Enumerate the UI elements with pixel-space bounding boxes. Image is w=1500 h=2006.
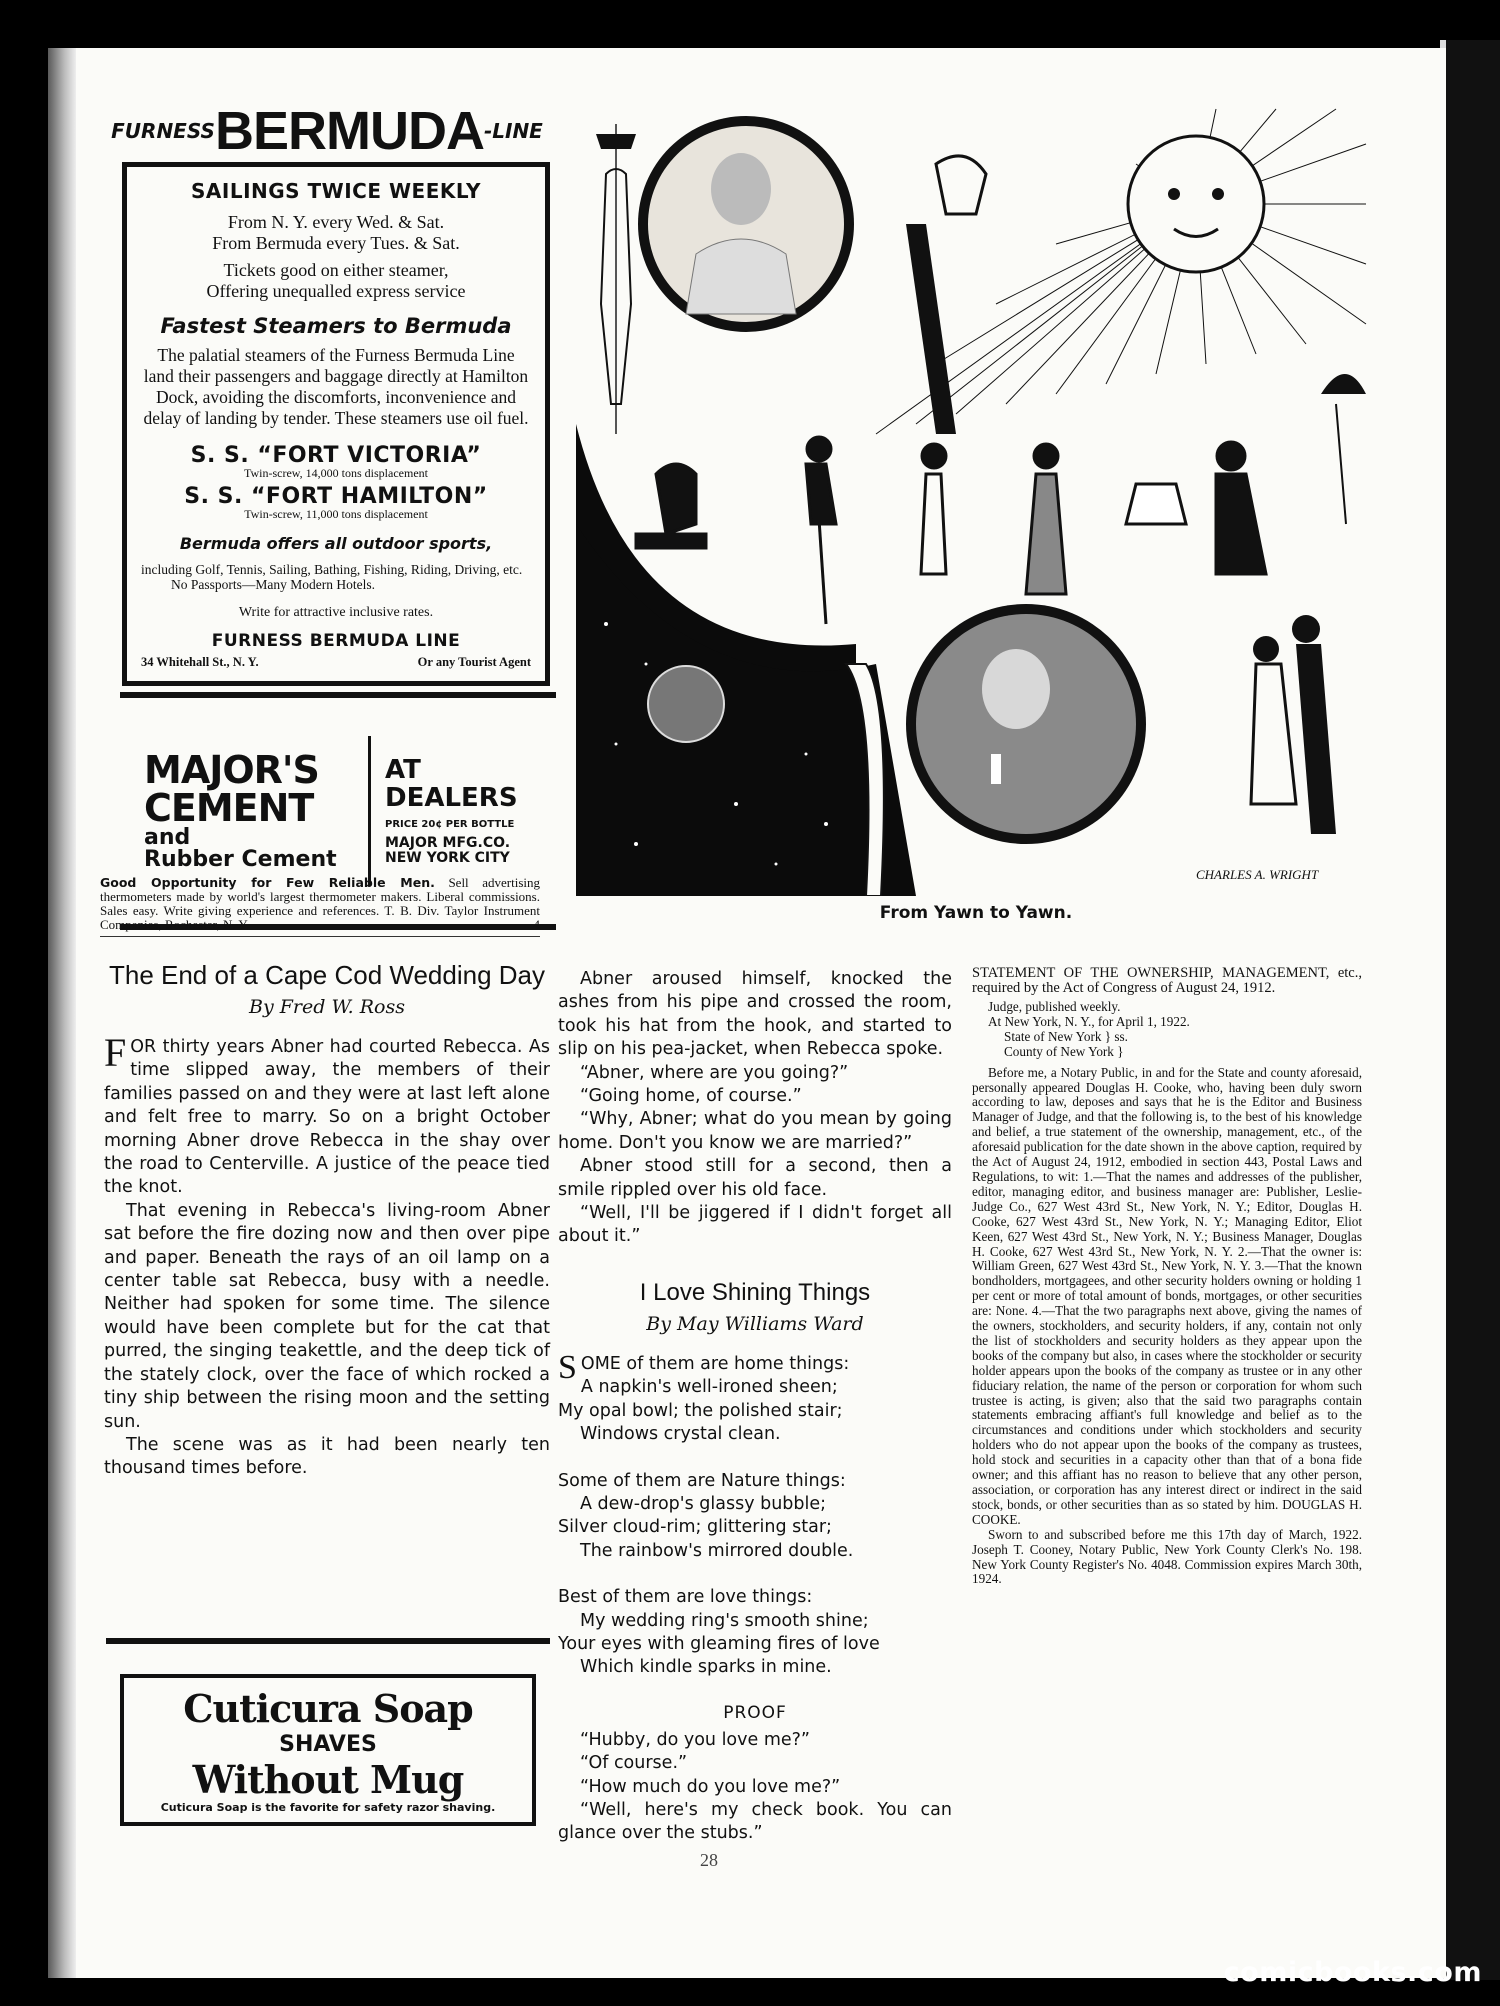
rooster-icon: [936, 156, 986, 214]
poem-stanza: [558, 1586, 952, 1680]
proof-line: “Hubby, do you love me?”: [580, 1729, 810, 1750]
story-paragraph: “Going home, of course.”: [580, 1086, 802, 1107]
bermuda-brand: [104, 100, 550, 162]
poem-line: Some of them are Nature things:: [558, 1470, 846, 1491]
ticket-line: Offering unequalled express service: [206, 281, 466, 301]
bermuda-line-ad: [104, 100, 550, 686]
shower-icon: [596, 134, 636, 149]
statement-line: At New York, N. Y., for April 1, 1922.: [988, 1013, 1190, 1029]
golfer-icon: [921, 474, 946, 574]
poem-byline: By May Williams Ward: [646, 1312, 864, 1335]
candle-icon: [991, 754, 1001, 784]
story-continuation: [558, 968, 952, 1249]
company-address: 34 Whitehall St., N. Y.: [141, 655, 259, 669]
scan-border: [1446, 40, 1500, 1980]
brand-bermuda: BERMUDA: [214, 101, 484, 161]
proof-line: “Of course.”: [580, 1753, 688, 1774]
cuticura-line: Without Mug: [192, 1757, 464, 1802]
drop-cap: S: [558, 1348, 577, 1386]
cuticura-shaves: SHAVES: [279, 1732, 377, 1757]
sports-heading: Bermuda offers all outdoor sports,: [179, 534, 493, 553]
agent-line: Or any Tourist Agent: [417, 655, 531, 669]
cuticura-tagline: Cuticura Soap is the favorite for safety razor shaving.: [160, 1801, 496, 1814]
poem-line: Windows crystal clean.: [580, 1424, 781, 1445]
proof-line: “How much do you love me?”: [580, 1776, 841, 1797]
company-name: FURNESS BERMUDA LINE: [211, 631, 461, 651]
majors-line: MAJOR'S: [144, 748, 319, 792]
story-title: The End of a Cape Cod Wedding Day: [108, 960, 545, 990]
story-paragraph: That evening in Rebecca's living-room Abner sat before the fire dozing now and then over pipe and paper. Beneath the rays of an oil lamp on a center table sat Rebecca, busy with a needle. Neither had spoken for some time. The silence would have been complete but for the cat that purred, the singing teakettle, and the deep tick of the stately clock, over the face of which rocked a tiny ship between the rising moon and the setting sun.: [104, 1200, 550, 1432]
majors-line: Rubber Cement: [144, 847, 337, 872]
yawning-woman-icon: [711, 153, 771, 225]
story-byline: By Fred W. Ross: [249, 996, 405, 1018]
story-paragraph: “Why, Abner; what do you mean by going home. Don't you know we are married?”: [558, 1109, 952, 1153]
sailing-line: From Bermuda every Tues. & Sat.: [212, 233, 460, 253]
poem-line: A napkin's well-ironed sheen;: [580, 1377, 838, 1398]
poem-title: I Love Shining Things: [639, 1278, 871, 1306]
story-body: [104, 1030, 550, 1481]
poem-line: My wedding ring's smooth shine;: [580, 1610, 869, 1631]
story-paragraph: “Abner, where are you going?”: [580, 1062, 849, 1083]
candle-woman-icon: [982, 649, 1050, 729]
artist-signature: CHARLES A. WRIGHT: [1196, 867, 1319, 882]
illustration-caption: From Yawn to Yawn.: [879, 903, 1073, 923]
ticket-line: Tickets good on either steamer,: [223, 260, 449, 280]
story-paragraph: OR thirty years Abner had courted Rebecca. As time slipped away, the members of their families passed on and they were at last left alone and felt free to marry. So on a bright October morning Abner drove Rebecca in the shay over the road to Centerville. A justice of the peace tied the knot.: [104, 1037, 550, 1198]
ship-name: S. S. “FORT HAMILTON”: [184, 484, 488, 509]
ship-name: S. S. “FORT VICTORIA”: [190, 443, 482, 468]
statement-body: Before me, a Notary Public, in and for the State and county aforesaid, personally appeared Douglas H. Cooke, who, having been duly sworn according to law, deposes and says that he is the Editor and Business Manager of Judge, and that the following is, to the best of his knowledge and belief, a true statement of the ownership, management, etc., of the aforesaid publication for the date shown in the above caption, required by the Act of August 24, 1912, embodied in section 443, Postal Laws and Regulations, to wit: 1.—That the names and addresses of the publisher, editor, managing editor, and business manager are: Publisher, Leslie-Judge Co., 627 West 43rd St., New York, N. Y.; Editor, Douglas H. Cooke, 627 West 43rd St., New York, N. Y.; Managing Editor, Eliot Keen, 627 West 43rd St., New York, N. Y.; Business Manager, Douglas H. Cooke, 627 West 43rd St., New York, N. Y. 2.—That the owner is: William Green, 627 West 43rd St., New York, N. Y. 3.—That the known bondholders, mortgagees, and other security holders owning or holding 1 per cent or more of total amount of bonds, mortgages, or other securities are: None. 4.—That the two paragraphs next above, giving the names of the owners, stockholders, and security holders, if any, contain not only the list of stockholders and security holders as they appear upon the books of the company but also, in cases where the stockholder or security holder appears upon the books of the company as trustee or in any other fiduciary relation, the name of the person or corporation for whom such trustee is acting, is given; also that the said two paragraphs contain statements embracing affiant's full knowledge and belief as to the circumstances and conditions under which stockholders and security holders who do not appear upon the books of the company as trustees, hold stock and securities in a capacity other than that of a bona fide owner; and this affiant has no reason to believe that any other person, association, or corporation has any interest direct or indirect in the said stock, bonds, or other securities than as so stated by him. DOUGLAS H. COOKE.: [972, 1064, 1362, 1527]
statement-line: County of New York }: [1004, 1043, 1124, 1059]
majors-product: [120, 748, 354, 872]
majors-dealers: [385, 756, 518, 867]
majors-city: NEW YORK CITY: [385, 850, 510, 867]
center-column: [558, 968, 952, 1846]
classified-ad: [100, 876, 540, 937]
statement-line: State of New York } ss.: [1004, 1028, 1128, 1044]
classified-text: Sell advertising thermometers made by world's largest thermometer makers. Liberal commissions. Sales easy. Write giving experience and references. T. B. Div. Taylor Instrument Companies, Rochester, N. Y.: [100, 875, 540, 932]
poem-stanza: [558, 1470, 952, 1564]
statement-line: Judge, published weekly.: [988, 999, 1121, 1014]
cuticura-ad: [106, 1638, 550, 1826]
address-row: [141, 652, 531, 673]
poem-line: The rainbow's mirrored double.: [580, 1540, 854, 1561]
poem-line: Your eyes with gleaming fires of love: [558, 1633, 880, 1654]
candelabra-icon: [1126, 484, 1186, 524]
proof-body: [558, 1729, 952, 1846]
story-paragraph: The scene was as it had been nearly ten thousand times before.: [104, 1434, 550, 1479]
divider: [368, 736, 371, 886]
poem-body: [558, 1348, 952, 1680]
story-paragraph: Abner aroused himself, knocked the ashes from his pipe and crossed the room, took his hat from the hook, and started to slip on his pea-jacket, when Rebecca spoke.: [558, 969, 952, 1060]
poem-line: A dew-drop's glassy bubble;: [580, 1493, 827, 1514]
binding-gutter: [48, 48, 76, 1978]
poem-line: Which kindle sparks in mine.: [580, 1657, 832, 1678]
sun-face-icon: [1128, 136, 1264, 272]
page-number: 28: [700, 1850, 718, 1870]
majors-maker: MAJOR MFG.CO.: [385, 834, 511, 851]
bermuda-paragraph: The palatial steamers of the Furness Bermuda Line land their passengers and baggage directly at Hamilton Dock, avoiding the discomforts, inconvenience and delay of landing by tender. These steamers use oil fuel.: [143, 345, 529, 428]
proof-line: “Well, here's my check book. You can glance over the stubs.”: [558, 1799, 952, 1844]
poem-line: OME of them are home things:: [580, 1353, 850, 1374]
majors-line: CEMENT: [144, 786, 314, 830]
story-paragraph: “Well, I'll be jiggered if I didn't forget all about it.”: [558, 1203, 952, 1247]
sailings-heading: SAILINGS TWICE WEEKLY: [191, 179, 481, 203]
ship-spec: Twin-screw, 14,000 tons displacement: [243, 466, 428, 480]
passports-line: No Passports—Many Modern Hotels.: [171, 577, 375, 592]
statement-sworn: Sworn to and subscribed before me this 17th day of March, 1922. Joseph T. Cooney, Notary Public, New York County Clerk's No. 198. New York County Register's No. 4048. Commission expires March 30th, 1924.: [972, 1526, 1362, 1587]
poem-line: Silver cloud-rim; glittering star;: [558, 1517, 832, 1538]
proof-title: PROOF: [723, 1702, 787, 1723]
moon-icon: [648, 666, 724, 742]
majors-dealers-label: DEALERS: [385, 783, 518, 814]
statement-heading: STATEMENT OF THE OWNERSHIP, MANAGEMENT, etc., required by the Act of Congress of August 24, 1912.: [972, 965, 1362, 996]
ownership-statement: [972, 966, 1362, 1587]
poem-line: My opal bowl; the polished stair;: [558, 1400, 843, 1421]
ship-spec: Twin-screw, 11,000 tons displacement: [244, 507, 428, 521]
classified-number: 4: [533, 917, 540, 932]
poem-stanza: [558, 1348, 952, 1447]
cuticura-box: [120, 1674, 536, 1826]
yawn-illustration: [576, 104, 1376, 896]
majors-price: PRICE 20¢ PER BOTTLE: [385, 818, 515, 830]
watermark: comicbooks.com: [1223, 1957, 1482, 1988]
majors-line: and: [144, 825, 191, 850]
bermuda-ad-box: [122, 162, 550, 686]
illustration-art: [576, 104, 1376, 896]
brand-furness: FURNESS: [111, 119, 215, 143]
poem-line: Best of them are love things:: [558, 1587, 813, 1608]
sports-list: including Golf, Tennis, Sailing, Bathing, Fishing, Riding, Driving, etc.: [141, 562, 523, 577]
fastest-heading: Fastest Steamers to Bermuda: [160, 314, 512, 338]
sailing-line: From N. Y. every Wed. & Sat.: [227, 212, 445, 232]
write-line: Write for attractive inclusive rates.: [238, 605, 434, 620]
cuticura-line: Cuticura Soap: [183, 1686, 473, 1731]
cape-cod-story: [104, 960, 550, 1481]
drop-cap: F: [104, 1030, 127, 1075]
classified-heading: Good Opportunity for Few Reliable Men.: [100, 875, 435, 890]
brand-line: -LINE: [483, 119, 543, 143]
story-paragraph: Abner stood still for a second, then a smile rippled over his old face.: [558, 1156, 952, 1200]
majors-at: AT: [385, 754, 421, 785]
